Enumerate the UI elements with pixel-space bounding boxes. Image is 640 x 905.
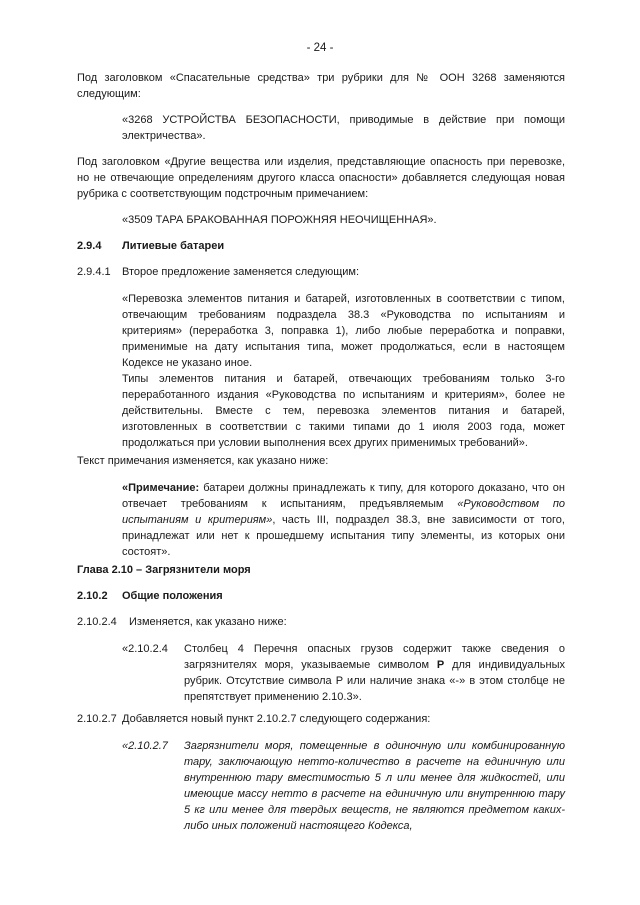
quote-text	[184, 641, 565, 705]
paragraph-note-change: Текст примечания изменяется, как указано ниже:	[77, 455, 329, 467]
quote-cell-types: Типы элементов питания и батарей, отвечающих требованиям только 3-го переработанного издания «Руководства по испытаниям и критериям», более не действительны. Вместе с тем, перевозка элементов питания и батарей, изготовленных в соответствии с такими типами до 1 июля 2003 года, может продолжаться при условии выполнения всех других применимых требований».	[122, 373, 565, 449]
quote-text: Загрязнители моря, помещенные в одиночную или комбинированную тару, заключающую нетто-количество в расчете на единичную или внутреннюю тару вместимостью 5 л или менее для жидкостей, или имеющие массу нетто в расчете на единичную или внутреннюю тару 5 кг или менее для твердых веществ, не являются предметом каких-либо иных положений настоящего Кодекса,	[184, 740, 565, 832]
section-heading-2-10-2	[77, 588, 223, 604]
paragraph-other-substances: Под заголовком «Другие вещества или изделия, представляющие опасность при перевозке, но не отвечающие определениям другого класса опасности» добавляется следующая новая рубрика с соответствующим подстрочным примечанием:	[77, 156, 565, 200]
section-number: 2.9.4	[77, 240, 102, 252]
quote-entry-3509: «3509 ТАРА БРАКОВАННАЯ ПОРОЖНЯЯ НЕОЧИЩЕННАЯ».	[122, 214, 437, 226]
clause-text-2-9-4-1: Второе предложение заменяется следующим:	[122, 266, 360, 278]
clause-number-2-10-2-7: 2.10.2.7	[77, 713, 117, 725]
quote-text-part2: для индивидуальных рубрик. Отсутствие символа P или наличие знака «-» в этом столбце не препятствует применению 2.10.3».	[184, 659, 565, 703]
section-number: 2.10.2	[77, 590, 108, 602]
note-text-manual: «Руководством по испытаниям и критериям»	[122, 498, 565, 526]
note-text-1: батареи должны принадлежать к типу, для которого доказано, что он отвечает требованиям к испытаниям, предъявляемым	[122, 482, 565, 510]
quote-transport-cells: «Перевозка элементов питания и батарей, изготовленных в соответствии с типом, отвечающим требованиям подраздела 38.3 «Руководства по испытаниям и критериям» (переработка 3, поправка 1), либо любые переработка и поправки, применимые на дату испытания типа, может продолжаться, если в настоящем Кодексе не указано иное.	[122, 293, 565, 369]
quote-entry-3268: «3268 УСТРОЙСТВА БЕЗОПАСНОСТИ, приводимые в действие при помощи электричества».	[122, 114, 565, 142]
clause-number-2-9-4-1: 2.9.4.1	[77, 266, 111, 278]
clause-text-2-10-2-7: Добавляется новый пункт 2.10.2.7 следующего содержания:	[122, 713, 431, 725]
section-heading-2-9-4	[77, 238, 224, 254]
chapter-heading: Глава 2.10 – Загрязнители моря	[77, 564, 251, 576]
section-title: Общие положения	[122, 590, 223, 602]
quote-2-10-2-7	[122, 738, 565, 834]
section-title: Литиевые батареи	[122, 240, 225, 252]
note-text-2: , часть III, подраздел 38.3, вне зависимости от того, принадлежат или нет к прошедшему испытания типу элементы, из которых они состоят».	[122, 514, 565, 558]
page-number: - 24 -	[306, 42, 334, 54]
note-label: «Примечание:	[122, 482, 200, 494]
quote-text-part1: Столбец 4 Перечня опасных грузов содержит также сведения о загрязнителях моря, указываемые символом	[184, 643, 565, 671]
symbol-p: P	[436, 659, 445, 671]
quote-number: «2.10.2.4	[122, 643, 168, 655]
clause-number-2-10-2-4: 2.10.2.4	[77, 616, 117, 628]
quote-2-10-2-4	[122, 641, 565, 705]
paragraph-rescue-equipment: Под заголовком «Спасательные средства» три рубрики для № ООН 3268 заменяются следующим:	[77, 72, 565, 100]
clause-text-2-10-2-4: Изменяется, как указано ниже:	[129, 616, 287, 628]
quote-number: «2.10.2.7	[122, 740, 168, 752]
quote-note	[122, 480, 565, 560]
